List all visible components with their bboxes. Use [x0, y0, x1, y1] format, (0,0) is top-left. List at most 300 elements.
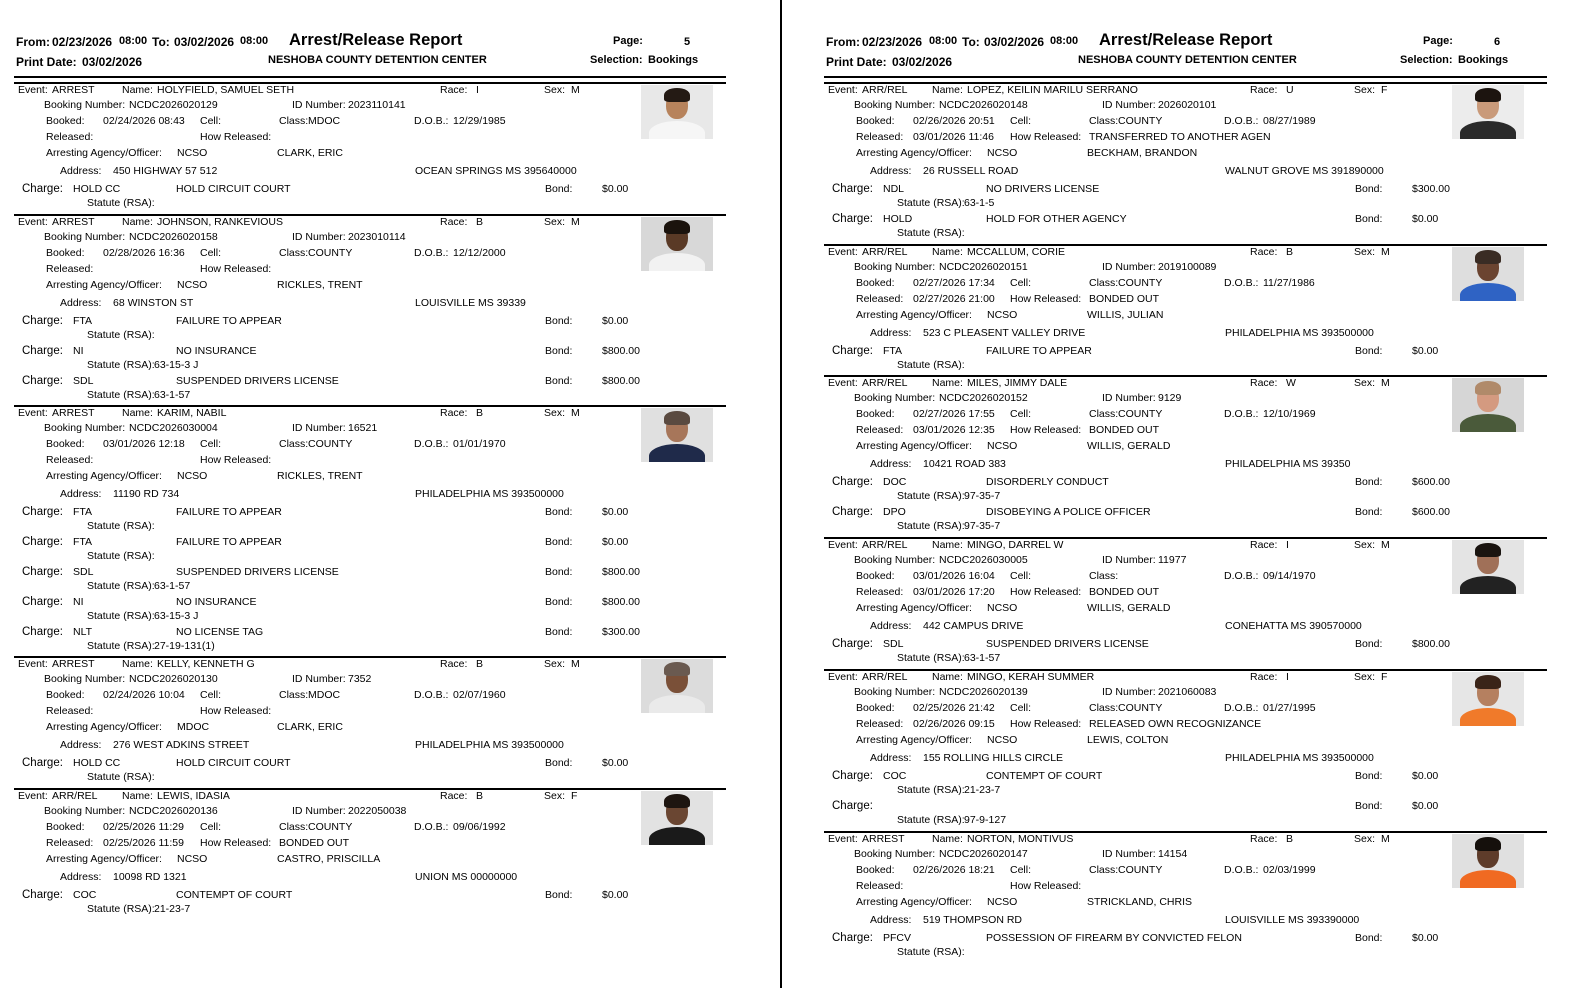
to-label: To: — [152, 35, 170, 49]
photo-shirt — [649, 827, 705, 845]
address-label: Address: — [60, 165, 102, 177]
name-label: Name: — [122, 84, 153, 96]
class-label: Class: — [1089, 115, 1119, 127]
booking-number-label: Booking Number: — [854, 392, 936, 404]
event-label: Event: — [828, 833, 858, 845]
charge-label: Charge: — [22, 183, 63, 195]
booked-datetime: 02/25/2026 11:29 — [103, 821, 184, 833]
charge-code: HOLD CC — [73, 183, 121, 195]
booking-photo — [641, 791, 713, 845]
charge-description: NO INSURANCE — [176, 596, 257, 608]
address-label: Address: — [870, 327, 912, 339]
statute-label: Statute (RSA): — [87, 580, 155, 592]
bond-amount: $0.00 — [1412, 345, 1439, 357]
dob-value: 09/14/1970 — [1263, 570, 1316, 582]
charge-code: SDL — [883, 638, 904, 650]
charge-code: FTA — [73, 315, 93, 327]
booking-photo — [1452, 834, 1524, 888]
inmate-name: MINGO, DARREL W — [967, 539, 1064, 551]
name-label: Name: — [122, 790, 153, 802]
agency-value: NCSO — [987, 309, 1018, 321]
inmate-name: MCCALLUM, CORIE — [967, 246, 1066, 258]
id-number-label: ID Number: — [1102, 99, 1156, 111]
agency-label: Arresting Agency/Officer: — [46, 721, 162, 733]
event-label: Event: — [828, 671, 858, 683]
race-label: Race: — [440, 790, 468, 802]
event-type: ARR/REL — [862, 539, 908, 551]
city-state-zip: UNION MS 00000000 — [415, 871, 518, 883]
address-label: Address: — [870, 458, 912, 470]
address-value: 68 WINSTON ST — [113, 297, 194, 309]
class-value: COUNTY — [1118, 408, 1163, 420]
booking-number: NCDC2026020130 — [129, 673, 218, 685]
sex-label: Sex: — [544, 216, 566, 228]
sex-label: Sex: — [1354, 377, 1376, 389]
race-value: U — [1286, 84, 1294, 96]
class-label: Class: — [1089, 702, 1119, 714]
address-label: Address: — [870, 752, 912, 764]
charge-code: NLT — [73, 626, 93, 638]
how-released-label: How Released: — [1010, 131, 1082, 143]
inmate-name: MINGO, KERAH SUMMER — [967, 671, 1095, 683]
address-value: 11190 RD 734 — [113, 488, 180, 500]
photo-shirt — [1460, 414, 1516, 432]
booked-datetime: 02/24/2026 08:43 — [103, 115, 185, 127]
cell-label: Cell: — [200, 247, 222, 259]
booked-label: Booked: — [856, 408, 895, 420]
charge-description: FAILURE TO APPEAR — [176, 506, 282, 518]
booking-number: NCDC2026030005 — [939, 554, 1028, 566]
booking-number-label: Booking Number: — [854, 686, 936, 698]
race-label: Race: — [1250, 377, 1278, 389]
selection-value: Bookings — [648, 54, 699, 66]
statute-label: Statute (RSA): — [897, 490, 965, 502]
event-label: Event: — [828, 246, 858, 258]
facility-name: NESHOBA COUNTY DETENTION CENTER — [268, 54, 487, 66]
charge-label: Charge: — [22, 757, 63, 769]
statute-label: Statute (RSA): — [897, 227, 965, 239]
charge-label: Charge: — [22, 315, 63, 327]
charge-label: Charge: — [832, 213, 873, 225]
bond-amount: $0.00 — [602, 315, 629, 327]
record-rule — [14, 405, 726, 407]
charge-label: Charge: — [22, 889, 63, 901]
dob-value: 01/27/1995 — [1263, 702, 1316, 714]
cell-label: Cell: — [1010, 115, 1032, 127]
bond-label: Bond: — [1355, 476, 1383, 488]
city-state-zip: OCEAN SPRINGS MS 395640000 — [415, 165, 577, 177]
statute-label: Statute (RSA): — [897, 946, 965, 958]
page-label: Page: — [1423, 35, 1453, 47]
city-state-zip: PHILADELPHIA MS 393500000 — [415, 488, 564, 500]
record-rule — [14, 788, 726, 790]
charge-label: Charge: — [22, 506, 63, 518]
statute-label: Statute (RSA): — [87, 389, 155, 401]
bond-amount: $800.00 — [602, 375, 640, 387]
photo-hair — [1475, 675, 1501, 689]
class-value: COUNTY — [308, 821, 353, 833]
booking-number: NCDC2026020151 — [939, 261, 1028, 273]
charge-code: COC — [883, 770, 907, 782]
charge-label: Charge: — [22, 626, 63, 638]
event-label: Event: — [18, 658, 48, 670]
photo-shirt — [1460, 576, 1516, 594]
event-type: ARREST — [52, 84, 95, 96]
event-label: Event: — [828, 377, 858, 389]
booking-number-label: Booking Number: — [854, 99, 936, 111]
bond-amount: $0.00 — [1412, 213, 1439, 225]
photo-shirt — [649, 253, 705, 271]
how-released-value: BONDED OUT — [1089, 424, 1160, 436]
class-label: Class: — [1089, 570, 1119, 582]
from-date: 02/23/2026 — [52, 35, 113, 49]
sex-label: Sex: — [1354, 671, 1376, 683]
booking-number: NCDC2026020158 — [129, 231, 218, 243]
dob-value: 12/29/1985 — [453, 115, 506, 127]
class-value: COUNTY — [308, 438, 353, 450]
cell-label: Cell: — [200, 438, 222, 450]
booking-photo — [1452, 247, 1524, 301]
charge-label: Charge: — [832, 770, 873, 782]
event-type: ARREST — [862, 833, 905, 845]
race-value: B — [476, 216, 484, 228]
dob-label: D.O.B.: — [1224, 408, 1259, 420]
booking-photo — [1452, 672, 1524, 726]
charge-description: HOLD CIRCUIT COURT — [176, 757, 291, 769]
bond-label: Bond: — [1355, 770, 1383, 782]
booked-label: Booked: — [46, 115, 85, 127]
race-label: Race: — [1250, 84, 1278, 96]
event-label: Event: — [828, 539, 858, 551]
officer-name: RICKLES, TRENT — [277, 279, 363, 291]
released-label: Released: — [856, 880, 904, 892]
from-time: 08:00 — [929, 35, 958, 47]
race-label: Race: — [1250, 833, 1278, 845]
booking-number-label: Booking Number: — [854, 848, 936, 860]
id-number: 11977 — [1158, 554, 1187, 566]
charge-description: HOLD CIRCUIT COURT — [176, 183, 291, 195]
officer-name: BECKHAM, BRANDON — [1087, 147, 1198, 159]
agency-label: Arresting Agency/Officer: — [856, 147, 972, 159]
booked-label: Booked: — [856, 864, 895, 876]
city-state-zip: CONEHATTA MS 390570000 — [1225, 620, 1362, 632]
cell-label: Cell: — [1010, 864, 1032, 876]
released-label: Released: — [856, 293, 904, 305]
inmate-name: HOLYFIELD, SAMUEL SETH — [157, 84, 295, 96]
charge-label: Charge: — [832, 800, 873, 812]
statute-label: Statute (RSA): — [897, 520, 965, 532]
city-state-zip: LOUISVILLE MS 39339 — [415, 297, 526, 309]
inmate-name: KARIM, NABIL — [157, 407, 227, 419]
class-value: COUNTY — [1118, 277, 1163, 289]
record-rule — [14, 82, 726, 84]
dob-value: 11/27/1986 — [1263, 277, 1315, 289]
booking-photo — [1452, 85, 1524, 139]
how-released-label: How Released: — [200, 454, 272, 466]
charge-description: NO INSURANCE — [176, 345, 257, 357]
race-value: I — [476, 84, 479, 96]
booking-number-label: Booking Number: — [44, 99, 126, 111]
name-label: Name: — [932, 84, 963, 96]
inmate-name: KELLY, KENNETH G — [157, 658, 255, 670]
dob-label: D.O.B.: — [414, 821, 449, 833]
charge-label: Charge: — [832, 932, 873, 944]
id-number-label: ID Number: — [1102, 848, 1156, 860]
bond-label: Bond: — [545, 315, 573, 327]
bond-amount: $600.00 — [1412, 506, 1450, 518]
released-label: Released: — [46, 131, 94, 143]
photo-shirt — [1460, 708, 1516, 726]
released-label: Released: — [46, 263, 94, 275]
charge-description: SUSPENDED DRIVERS LICENSE — [176, 375, 339, 387]
bond-label: Bond: — [545, 596, 573, 608]
dob-label: D.O.B.: — [414, 689, 449, 701]
booking-photo — [641, 659, 713, 713]
agency-label: Arresting Agency/Officer: — [46, 279, 162, 291]
sex-value: M — [1381, 833, 1390, 845]
booked-label: Booked: — [46, 821, 85, 833]
agency-label: Arresting Agency/Officer: — [46, 470, 162, 482]
address-label: Address: — [60, 871, 102, 883]
charge-description: DISORDERLY CONDUCT — [986, 476, 1109, 488]
city-state-zip: WALNUT GROVE MS 391890000 — [1225, 165, 1384, 177]
photo-hair — [664, 794, 690, 808]
released-datetime: 02/25/2026 11:59 — [103, 837, 184, 849]
statute-value: 97-9-127 — [964, 814, 1007, 826]
officer-name: CLARK, ERIC — [277, 147, 343, 159]
sex-value: M — [1381, 377, 1390, 389]
charge-code: FTA — [73, 506, 93, 518]
race-value: B — [476, 407, 484, 419]
agency-label: Arresting Agency/Officer: — [46, 853, 162, 865]
charge-description: NO LICENSE TAG — [176, 626, 264, 638]
agency-label: Arresting Agency/Officer: — [856, 602, 972, 614]
dob-label: D.O.B.: — [1224, 864, 1259, 876]
id-number-label: ID Number: — [1102, 554, 1156, 566]
charge-code: SDL — [73, 375, 94, 387]
bond-amount: $0.00 — [602, 889, 629, 901]
class-label: Class: — [1089, 277, 1119, 289]
name-label: Name: — [932, 833, 963, 845]
charge-code: HOLD — [883, 213, 913, 225]
statute-value: 63-1-57 — [154, 580, 191, 592]
charge-label: Charge: — [832, 345, 873, 357]
photo-hair — [664, 220, 690, 234]
bond-amount: $0.00 — [602, 757, 629, 769]
bond-label: Bond: — [545, 506, 573, 518]
booked-label: Booked: — [856, 570, 895, 582]
charge-description: HOLD FOR OTHER AGENCY — [986, 213, 1127, 225]
booked-label: Booked: — [856, 115, 895, 127]
id-number: 7352 — [348, 673, 372, 685]
inmate-name: NORTON, MONTIVUS — [967, 833, 1074, 845]
race-value: I — [1286, 539, 1289, 551]
from-label: From: — [826, 35, 860, 49]
class-label: Class: — [279, 115, 309, 127]
id-number: 2026020101 — [1158, 99, 1217, 111]
event-type: ARREST — [52, 658, 95, 670]
agency-value: NCSO — [177, 279, 208, 291]
officer-name: WILLIS, JULIAN — [1087, 309, 1164, 321]
event-type: ARR/REL — [862, 671, 908, 683]
class-label: Class: — [279, 821, 309, 833]
class-value: COUNTY — [1118, 864, 1163, 876]
photo-shirt — [649, 121, 705, 139]
booked-label: Booked: — [856, 277, 895, 289]
booked-label: Booked: — [46, 247, 85, 259]
statute-label: Statute (RSA): — [87, 359, 155, 371]
selection-value: Bookings — [1458, 54, 1509, 66]
released-datetime: 02/26/2026 09:15 — [913, 718, 995, 730]
race-label: Race: — [1250, 246, 1278, 258]
charge-description: CONTEMPT OF COURT — [986, 770, 1103, 782]
how-released-label: How Released: — [1010, 586, 1082, 598]
charge-code: DOC — [883, 476, 907, 488]
agency-value: NCSO — [177, 147, 208, 159]
race-label: Race: — [440, 658, 468, 670]
report-header — [0, 0, 780, 80]
dob-value: 01/01/1970 — [453, 438, 506, 450]
agency-label: Arresting Agency/Officer: — [856, 440, 972, 452]
city-state-zip: LOUISVILLE MS 393390000 — [1225, 914, 1360, 926]
bond-label: Bond: — [1355, 638, 1383, 650]
name-label: Name: — [122, 658, 153, 670]
inmate-name: MILES, JIMMY DALE — [967, 377, 1068, 389]
booking-photo — [1452, 540, 1524, 594]
race-label: Race: — [1250, 671, 1278, 683]
id-number: 16521 — [348, 422, 378, 434]
bond-amount: $800.00 — [1412, 638, 1450, 650]
charge-label: Charge: — [832, 476, 873, 488]
charge-label: Charge: — [832, 638, 873, 650]
charge-description: SUSPENDED DRIVERS LICENSE — [986, 638, 1149, 650]
race-value: B — [1286, 833, 1294, 845]
agency-value: NCSO — [987, 147, 1018, 159]
booked-datetime: 02/27/2026 17:55 — [913, 408, 995, 420]
booking-number-label: Booking Number: — [44, 673, 126, 685]
event-type: ARR/REL — [862, 84, 908, 96]
how-released-label: How Released: — [200, 131, 272, 143]
class-value: COUNTY — [1118, 702, 1163, 714]
booking-number: NCDC2026020152 — [939, 392, 1028, 404]
statute-value: 97-35-7 — [964, 520, 1001, 532]
class-value: MDOC — [308, 115, 341, 127]
event-label: Event: — [18, 84, 48, 96]
booking-photo — [1452, 378, 1524, 432]
booking-number: NCDC2026030004 — [129, 422, 218, 434]
print-date: 03/02/2026 — [892, 55, 953, 69]
booked-label: Booked: — [856, 702, 895, 714]
agency-label: Arresting Agency/Officer: — [46, 147, 162, 159]
photo-hair — [1475, 543, 1501, 557]
id-number-label: ID Number: — [292, 805, 346, 817]
dob-value: 09/06/1992 — [453, 821, 506, 833]
id-number-label: ID Number: — [292, 231, 346, 243]
officer-name: LEWIS, COLTON — [1087, 734, 1169, 746]
photo-hair — [1475, 837, 1501, 851]
statute-label: Statute (RSA): — [87, 550, 155, 562]
charge-code: DPO — [883, 506, 906, 518]
charge-code: SDL — [73, 566, 94, 578]
charge-label: Charge: — [22, 536, 63, 548]
from-date: 02/23/2026 — [862, 35, 923, 49]
agency-label: Arresting Agency/Officer: — [856, 896, 972, 908]
photo-shirt — [649, 695, 705, 713]
bond-amount: $800.00 — [602, 566, 640, 578]
city-state-zip: PHILADELPHIA MS 393500000 — [415, 739, 564, 751]
agency-value: NCSO — [987, 734, 1018, 746]
to-date: 03/02/2026 — [174, 35, 235, 49]
selection-label: Selection: — [1400, 54, 1453, 66]
inmate-name: LEWIS, IDASIA — [157, 790, 230, 802]
sex-value: F — [1381, 84, 1388, 96]
event-type: ARREST — [52, 216, 95, 228]
officer-name: WILLIS, GERALD — [1087, 440, 1171, 452]
bond-amount: $0.00 — [1412, 770, 1439, 782]
name-label: Name: — [122, 407, 153, 419]
bond-amount: $800.00 — [602, 596, 640, 608]
bond-label: Bond: — [545, 566, 573, 578]
charge-code: NI — [73, 345, 84, 357]
officer-name: WILLIS, GERALD — [1087, 602, 1171, 614]
race-label: Race: — [440, 84, 468, 96]
address-value: 26 RUSSELL ROAD — [923, 165, 1019, 177]
cell-label: Cell: — [1010, 408, 1032, 420]
statute-value: 63-1-57 — [154, 389, 191, 401]
statute-label: Statute (RSA): — [87, 197, 155, 209]
photo-hair — [664, 662, 690, 676]
print-date: 03/02/2026 — [82, 55, 143, 69]
bond-label: Bond: — [545, 626, 573, 638]
address-label: Address: — [870, 620, 912, 632]
booking-number-label: Booking Number: — [854, 554, 936, 566]
dob-label: D.O.B.: — [414, 247, 449, 259]
name-label: Name: — [122, 216, 153, 228]
page-label: Page: — [613, 35, 643, 47]
id-number-label: ID Number: — [1102, 686, 1156, 698]
id-number: 2023010114 — [348, 231, 406, 243]
booking-number-label: Booking Number: — [44, 805, 126, 817]
to-time: 08:00 — [240, 35, 269, 47]
race-value: W — [1286, 377, 1296, 389]
photo-hair — [1475, 250, 1501, 264]
address-label: Address: — [60, 739, 102, 751]
booking-number-label: Booking Number: — [854, 261, 936, 273]
sex-value: M — [1381, 539, 1390, 551]
released-label: Released: — [856, 131, 904, 143]
officer-name: STRICKLAND, CHRIS — [1087, 896, 1193, 908]
booked-datetime: 02/24/2026 10:04 — [103, 689, 185, 701]
city-state-zip: PHILADELPHIA MS 393500000 — [1225, 752, 1374, 764]
photo-shirt — [649, 444, 705, 462]
booked-datetime: 02/25/2026 21:42 — [913, 702, 995, 714]
photo-hair — [664, 411, 690, 425]
to-time: 08:00 — [1050, 35, 1079, 47]
booked-label: Booked: — [46, 438, 85, 450]
id-number-label: ID Number: — [1102, 392, 1156, 404]
race-value: B — [476, 790, 484, 802]
race-label: Race: — [440, 216, 468, 228]
booking-number-label: Booking Number: — [44, 422, 126, 434]
charge-code: COC — [73, 889, 97, 901]
address-value: 10098 RD 1321 — [113, 871, 187, 883]
agency-label: Arresting Agency/Officer: — [856, 734, 972, 746]
booked-datetime: 02/28/2026 16:36 — [103, 247, 185, 259]
booking-number-label: Booking Number: — [44, 231, 126, 243]
statute-label: Statute (RSA): — [897, 652, 965, 664]
released-datetime: 03/01/2026 11:46 — [913, 131, 994, 143]
sex-value: M — [1381, 246, 1390, 258]
